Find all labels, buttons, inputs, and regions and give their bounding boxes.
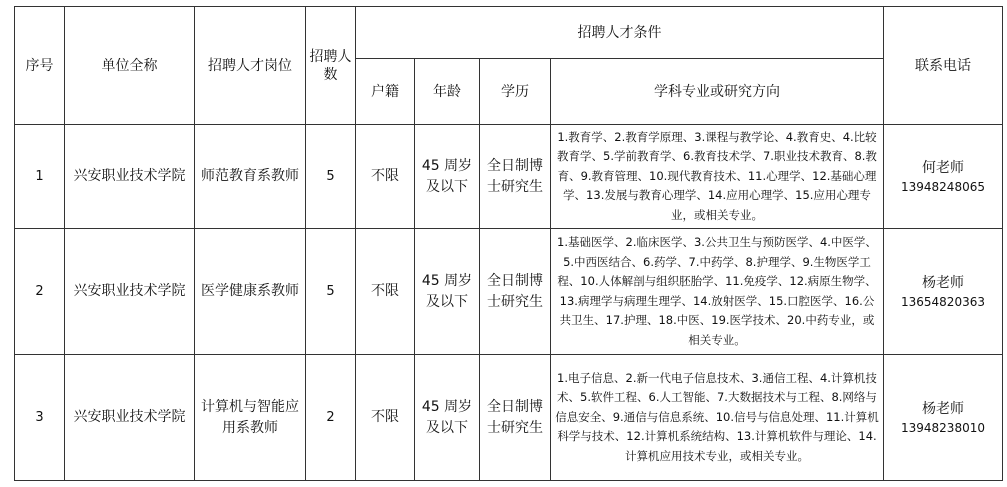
row-huji: 不限 — [356, 125, 415, 229]
row-subject: 1.电子信息、2.新一代电子信息技术、3.通信工程、4.计算机技术、5.软件工程、6.人工智能、7.大数据技术与工程、8.网络与信息安全、9.通信与信息系统、10.信号与信息处理、11.计算机科学与技术、12.计算机系统结构、13.计算机软件与理论、14.计算机应用技术专业，或相关专业。 — [551, 355, 884, 481]
header-subject: 学科专业或研究方向 — [551, 59, 884, 125]
header-conditions: 招聘人才条件 — [356, 7, 884, 59]
header-contact: 联系电话 — [884, 7, 1003, 125]
header-row-top — [15, 7, 1003, 59]
row-contact — [884, 125, 1003, 229]
row-subject: 1.基础医学、2.临床医学、3.公共卫生与预防医学、4.中医学、5.中西医结合、6.药学、7.中药学、8.护理学、9.生物医学工程、10.人体解剖与组织胚胎学、11.免疫学、12.病原生物学、13.病理学与病理生理学、14.放射医学、15.口腔医学、16.公共卫生、17.护理、18.中医、19.医学技术、20.中药专业，或相关专业。 — [551, 229, 884, 355]
recruitment-table — [14, 6, 1003, 481]
row-position: 医学健康系教师 — [195, 229, 306, 355]
row-edu: 全日制博士研究生 — [480, 229, 551, 355]
contact-phone: 13948248065 — [901, 179, 985, 194]
contact-name: 杨老师 — [922, 274, 964, 291]
row-unit: 兴安职业技术学院 — [65, 355, 195, 481]
row-contact — [884, 355, 1003, 481]
row-seq: 3 — [15, 355, 65, 481]
header-huji: 户籍 — [356, 59, 415, 125]
row-subject: 1.教育学、2.教育学原理、3.课程与教学论、4.教育史、4.比较教育学、5.学前教育学、6.教育技术学、7.职业技术教育、8.教育、9.教育管理、10.现代教育技术、11.心理学、12.基础心理学、13.发展与教育心理学、14.应用心理学、15.应用心理专业，或相关专业。 — [551, 125, 884, 229]
row-age: 45 周岁及以下 — [415, 229, 480, 355]
row-position: 师范教育系教师 — [195, 125, 306, 229]
table-row — [15, 125, 1003, 229]
header-count: 招聘人数 — [306, 7, 356, 125]
row-count: 2 — [306, 355, 356, 481]
contact-name: 杨老师 — [922, 400, 964, 417]
row-age: 45 周岁及以下 — [415, 125, 480, 229]
row-huji: 不限 — [356, 355, 415, 481]
row-edu: 全日制博士研究生 — [480, 355, 551, 481]
contact-phone: 13948238010 — [901, 420, 985, 435]
header-edu: 学历 — [480, 59, 551, 125]
table-row — [15, 229, 1003, 355]
row-seq: 2 — [15, 229, 65, 355]
contact-phone: 13654820363 — [901, 294, 985, 309]
row-unit: 兴安职业技术学院 — [65, 229, 195, 355]
contact-name: 何老师 — [922, 159, 964, 176]
row-count: 5 — [306, 125, 356, 229]
header-age: 年龄 — [415, 59, 480, 125]
header-unit: 单位全称 — [65, 7, 195, 125]
header-seq: 序号 — [15, 7, 65, 125]
row-age: 45 周岁及以下 — [415, 355, 480, 481]
row-count: 5 — [306, 229, 356, 355]
row-huji: 不限 — [356, 229, 415, 355]
header-position: 招聘人才岗位 — [195, 7, 306, 125]
row-unit: 兴安职业技术学院 — [65, 125, 195, 229]
row-seq: 1 — [15, 125, 65, 229]
row-edu: 全日制博士研究生 — [480, 125, 551, 229]
row-position: 计算机与智能应用系教师 — [195, 355, 306, 481]
table-row — [15, 355, 1003, 481]
row-contact — [884, 229, 1003, 355]
